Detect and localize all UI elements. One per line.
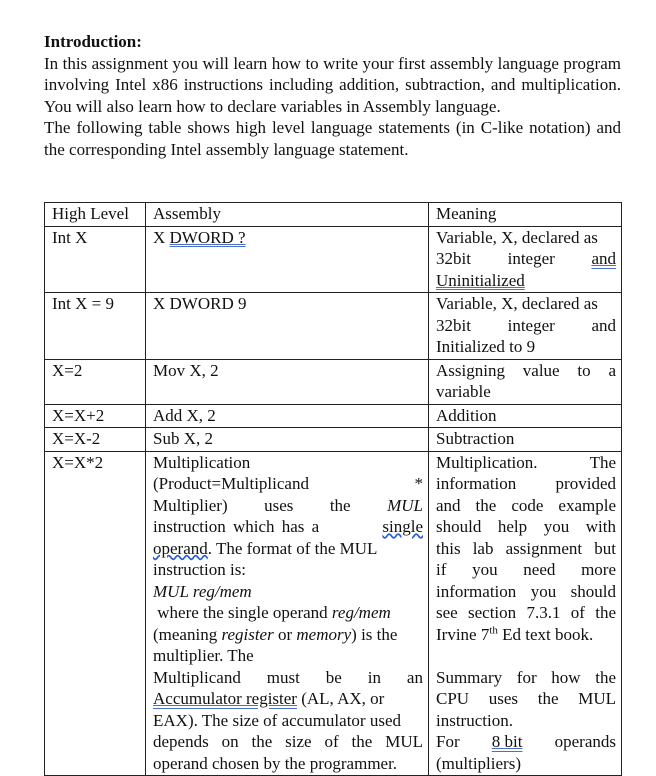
meaning-line: if you need more	[436, 560, 616, 579]
meaning-line	[436, 731, 616, 753]
asm-word: register	[221, 624, 274, 644]
meaning-word: For	[436, 732, 460, 751]
table-row	[45, 293, 622, 360]
asm-word: MUL	[387, 495, 423, 515]
asm-word: be	[325, 667, 342, 687]
document-body	[44, 31, 621, 160]
meaning-line	[436, 315, 616, 337]
cell-high-level: Int X	[45, 226, 146, 293]
asm-word: (Product=Multiplicand	[153, 474, 309, 493]
header-assembly: Assembly	[146, 203, 429, 227]
asm-word: (AL, AX, or	[296, 689, 385, 708]
asm-line	[153, 495, 423, 517]
meaning-line: (multipliers)	[436, 753, 521, 773]
asm-line: MUL reg/mem	[153, 581, 252, 601]
meaning-line: Initialized to 9	[436, 337, 536, 356]
asm-word: an	[406, 667, 423, 687]
asm-word: uses	[264, 495, 294, 515]
meaning-word: 32bit	[436, 249, 471, 268]
grammar-underlined-text: DWORD ?	[169, 227, 246, 247]
meaning-line: and the code example	[436, 495, 616, 515]
asm-line	[153, 516, 423, 538]
meaning-line: Summary for how the	[436, 667, 616, 687]
meaning-word: Irvine 7	[436, 624, 490, 644]
meaning-line: should help you with	[436, 517, 616, 536]
asm-line	[153, 667, 423, 689]
asm-word: ) is the	[351, 624, 398, 644]
table-row	[45, 226, 622, 293]
meaning-line: this lab assignment but	[436, 538, 616, 558]
meaning-line	[436, 248, 616, 270]
meaning-line: information you should	[436, 581, 616, 601]
asm-line	[153, 602, 423, 624]
table-row	[45, 404, 622, 428]
meaning-line	[436, 452, 616, 474]
asm-word: the	[329, 495, 351, 515]
cell-high-level: X=X*2	[45, 451, 146, 776]
asm-word: or	[273, 624, 297, 644]
asm-line: Multiplication	[153, 452, 251, 472]
asm-text: X	[153, 227, 170, 247]
cell-assembly: Mov X, 2	[146, 359, 429, 404]
grammar-underlined-text: and	[591, 249, 616, 268]
asm-line: instruction is:	[153, 560, 247, 579]
meaning-line: information provided	[436, 474, 616, 493]
cell-assembly: X DWORD 9	[146, 293, 429, 360]
table-row	[45, 451, 622, 776]
asm-word: where the single operand	[153, 603, 332, 622]
grammar-underlined-text: Uninitialized	[436, 270, 525, 290]
cell-high-level: Int X = 9	[45, 293, 146, 360]
table-header-row	[45, 203, 622, 227]
meaning-line: CPU uses the MUL	[436, 689, 616, 708]
asm-word: . The format of the MUL	[207, 538, 378, 558]
blank-line	[436, 645, 616, 667]
asm-word: must	[266, 667, 300, 687]
asm-word: instruction which has a	[153, 517, 320, 536]
meaning-line: Variable, X, declared as	[436, 294, 598, 313]
cell-high-level: X=X+2	[45, 404, 146, 428]
cell-assembly: Sub X, 2	[146, 428, 429, 452]
cell-meaning	[429, 293, 622, 360]
meaning-line: Variable, X, declared as	[436, 227, 598, 247]
meaning-word: integer	[507, 249, 555, 268]
meaning-word: integer	[507, 315, 555, 335]
meaning-word: 32bit	[436, 315, 471, 335]
spelling-underlined-text: single	[382, 517, 423, 536]
instruction-table	[44, 202, 622, 776]
asm-line: depends on the size of the MUL	[153, 732, 423, 751]
asm-word: reg/mem	[331, 603, 391, 622]
header-meaning: Meaning	[429, 203, 622, 227]
meaning-line	[436, 624, 616, 646]
asm-word: (meaning	[153, 624, 222, 644]
asm-line	[153, 624, 423, 646]
cell-meaning	[429, 226, 622, 293]
cell-meaning: Subtraction	[429, 428, 622, 452]
header-high-level: High Level	[45, 203, 146, 227]
meaning-word: Ed text book.	[497, 624, 594, 644]
superscript: th	[489, 623, 498, 636]
asm-line: EAX). The size of accumulator used	[153, 710, 401, 730]
asm-line	[153, 473, 423, 495]
meaning-word: operands	[554, 732, 616, 751]
table-row	[45, 359, 622, 404]
cell-assembly	[146, 226, 429, 293]
cell-meaning: Addition	[429, 404, 622, 428]
intro-paragraph: In this assignment you will learn how to write your first assembly language program involving Intel x86 instructions including addition, subtraction, and multiplication. You will also learn how to declare variables in Assembly language.	[44, 53, 621, 116]
table-intro-paragraph: The following table shows high level language statements (in C-like notation) and the corresponding Intel assembly language statement.	[44, 118, 621, 159]
grammar-underlined-text: Accumulator register	[153, 689, 297, 708]
spelling-underlined-text: operand	[153, 538, 208, 558]
cell-meaning: Assigning value to a variable	[429, 359, 622, 404]
cell-assembly: Add X, 2	[146, 404, 429, 428]
asm-word: *	[414, 474, 423, 493]
meaning-word: and	[591, 315, 616, 335]
asm-line: operand chosen by the programmer.	[153, 753, 398, 773]
asm-word: memory	[296, 624, 352, 644]
section-heading: Introduction:	[44, 32, 142, 51]
grammar-underlined-text: 8 bit	[491, 732, 523, 751]
cell-assembly	[146, 451, 429, 776]
table-row	[45, 428, 622, 452]
asm-line: multiplier. The	[153, 646, 254, 665]
asm-word: Multiplier)	[153, 495, 228, 515]
asm-line	[153, 688, 423, 710]
meaning-word: The	[589, 452, 616, 472]
cell-high-level: X=X-2	[45, 428, 146, 452]
meaning-line: instruction.	[436, 710, 513, 730]
asm-line	[153, 538, 423, 560]
meaning-line: see section 7.3.1 of the	[436, 603, 616, 622]
asm-word: in	[367, 667, 381, 687]
asm-word: Multiplicand	[153, 667, 241, 687]
cell-meaning	[429, 451, 622, 776]
meaning-word: Multiplication.	[436, 452, 538, 472]
cell-high-level: X=2	[45, 359, 146, 404]
